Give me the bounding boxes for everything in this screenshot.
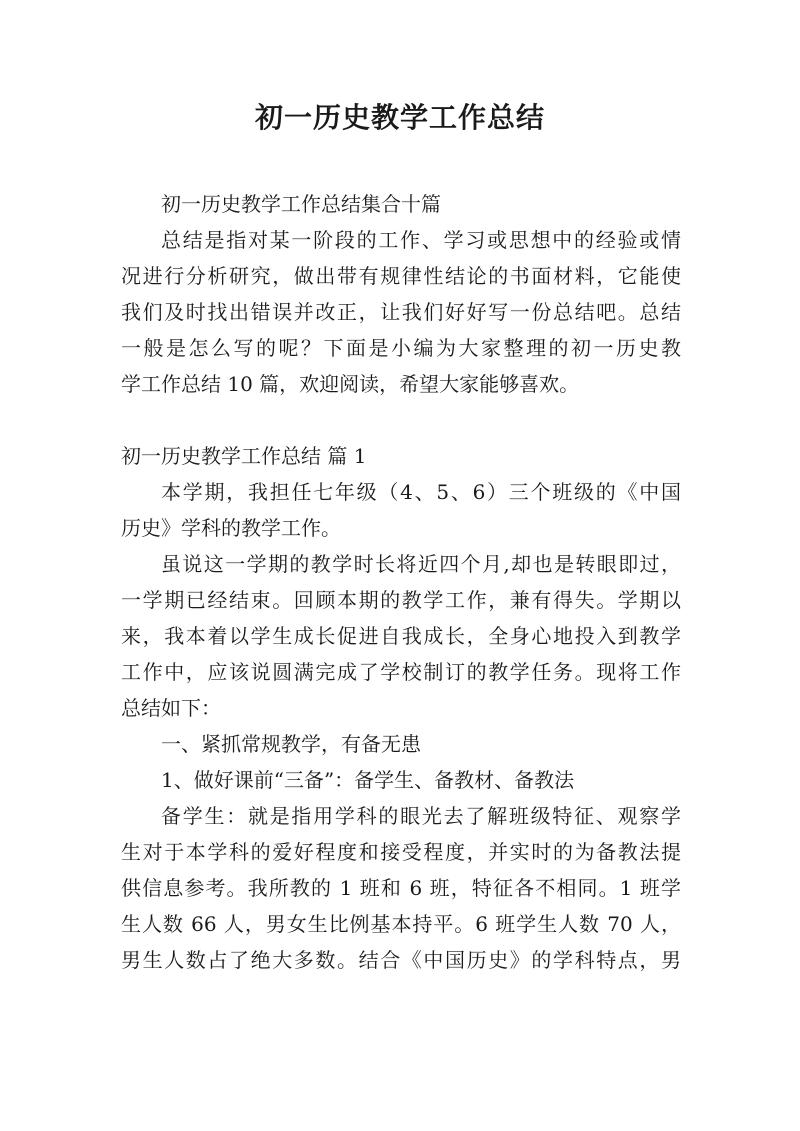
paragraph-line: 一学期已经结束。回顾本期的教学工作，兼有得失。学期以 — [121, 588, 681, 612]
blank-line — [121, 402, 681, 438]
paragraph-3 — [121, 798, 681, 978]
paragraph-line: 来，我本着以学生成长促进自我成长，全身心地投入到教学 — [121, 624, 681, 648]
paragraph-line: 况进行分析研究，做出带有规律性结论的书面材料，它能使 — [121, 264, 681, 288]
heading-level-1: 一、紧抓常规教学，有备无患 — [161, 732, 421, 756]
section-heading: 初一历史教学工作总结 篇 1 — [121, 444, 367, 468]
document-body — [121, 186, 681, 978]
paragraph-line: 虽说这一学期的教学时长将近四个月,却也是转眼即过， — [161, 552, 681, 576]
paragraph-1 — [121, 474, 681, 546]
paragraph-line: 总结如下： — [121, 696, 221, 720]
paragraph-line: 一般是怎么写的呢？下面是小编为大家整理的初一历史教 — [121, 336, 681, 360]
paragraph-line: 男生人数占了绝大多数。结合《中国历史》的学科特点，男 — [121, 948, 681, 972]
paragraph-line: 本学期，我担任七年级（4、5、6）三个班级的《中国 — [161, 480, 681, 504]
paragraph-line: 学工作总结 10 篇，欢迎阅读，希望大家能够喜欢。 — [121, 372, 580, 396]
paragraph-line: 生对于本学科的爱好程度和接受程度，并实时的为备教法提 — [121, 840, 681, 864]
paragraph-line: 供信息参考。我所教的 1 班和 6 班，特征各不相同。1 班学 — [121, 876, 681, 900]
paragraph-line: 总结是指对某一阶段的工作、学习或思想中的经验或情 — [161, 228, 681, 252]
intro-paragraph — [121, 222, 681, 402]
paragraph-line: 我们及时找出错误并改正，让我们好好写一份总结吧。总结 — [121, 300, 681, 324]
paragraph-line: 生人数 66 人，男女生比例基本持平。6 班学生人数 70 人， — [121, 912, 681, 936]
paragraph-2 — [121, 546, 681, 726]
document-subtitle: 初一历史教学工作总结集合十篇 — [161, 192, 441, 216]
heading-level-2: 1、做好课前“三备”：备学生、备教材、备教法 — [161, 768, 575, 792]
paragraph-line: 备学生：就是指用学科的眼光去了解班级特征、观察学 — [161, 804, 681, 828]
paragraph-line: 工作中，应该说圆满完成了学校制订的教学任务。现将工作 — [121, 660, 681, 684]
paragraph-line: 历史》学科的教学工作。 — [121, 516, 341, 540]
document-title: 初一历史教学工作总结 — [254, 101, 545, 134]
